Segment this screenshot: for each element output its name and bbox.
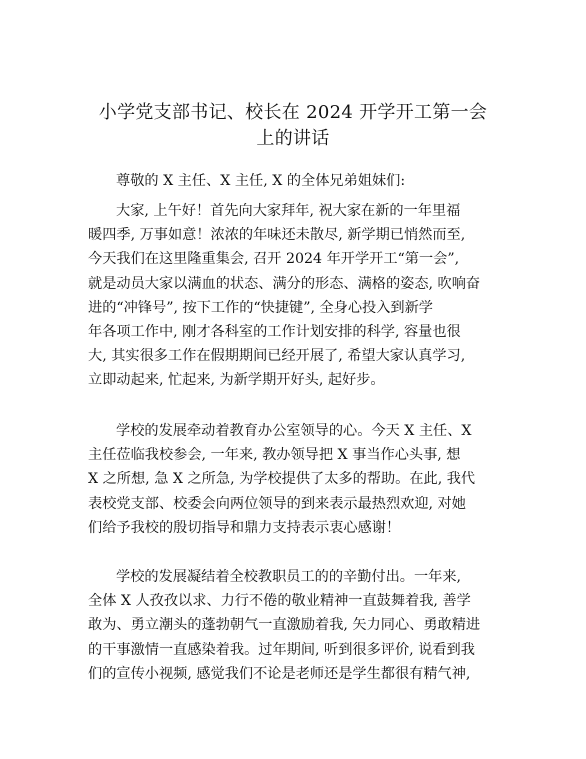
document-title [86,100,500,152]
salutation-line: 尊敬的 X 主任、X 主任, X 的全体兄弟姐妹们: [116,173,406,189]
paragraph-line: 大家, 上午好！首先向大家拜年, 祝大家在新的一年里福 [116,203,461,219]
paragraph-line: 们的宣传小视频, 感觉我们不论是老师还是学生都很有精气神, [88,665,471,682]
paragraph-3 [88,565,502,686]
paragraph-line: 今天我们在这里隆重集会, 召开 2024 年开学开工“第一会”, [88,251,460,268]
paragraph-line: 暖四季, 万事如意！浓浓的年味还未散尽, 新学期已悄然而至, [88,227,466,244]
paragraph-line: 立即动起来, 忙起来, 为新学期开好头, 起好步。 [88,372,385,389]
paragraph-line: 的干事激情一直感染着我。过年期间, 听到很多评价, 说看到我 [88,641,475,658]
paragraph-line: 学校的发展凝结着全校教职员工的的辛勤付出。一年来, [116,569,462,585]
paragraph-line: 表校党支部、校委会向两位领导的到来表示最热烈欢迎, 对她 [88,495,466,512]
paragraph-line: 就是动员大家以满血的状态、满分的形态、满格的姿态, 吹响奋 [88,275,481,292]
paragraph-line: 们给予我校的殷切指导和鼎力支持表示衷心感谢！ [88,519,401,536]
paragraph-1 [88,199,502,393]
paragraph-line: X 之所想, 急 X 之所急, 为学校提供了太多的帮助。在此, 我代 [88,471,476,488]
paragraph-line: 进的“冲锋号”, 按下工作的“快捷键”, 全身心投入到新学 [88,299,433,316]
paragraph-2 [88,419,502,540]
paragraph-line: 学校的发展牵动着教育办公室领导的心。今天 X 主任、X [116,423,472,439]
paragraph-line: 全体 X 人孜孜以求、力行不倦的敬业精神一直鼓舞着我, 善学 [88,593,471,610]
salutation [88,169,502,193]
paragraph-line: 主任莅临我校参会, 一年来, 教办领导把 X 事当作心头事, 想 [88,447,461,464]
paragraph-line: 敢为、勇立潮头的蓬勃朝气一直激励着我, 矢力同心、勇敢精进 [88,617,481,634]
paragraph-line: 年各项工作中, 刚才各科室的工作计划安排的科学, 容量也很 [88,324,461,341]
title-line: 小学党支部书记、校长在 2024 开学开工第一会 [98,102,488,123]
paragraph-line: 大, 其实很多工作在假期期间已经开展了, 希望大家认真学习, [88,348,466,365]
title-line: 上的讲话 [256,128,330,149]
